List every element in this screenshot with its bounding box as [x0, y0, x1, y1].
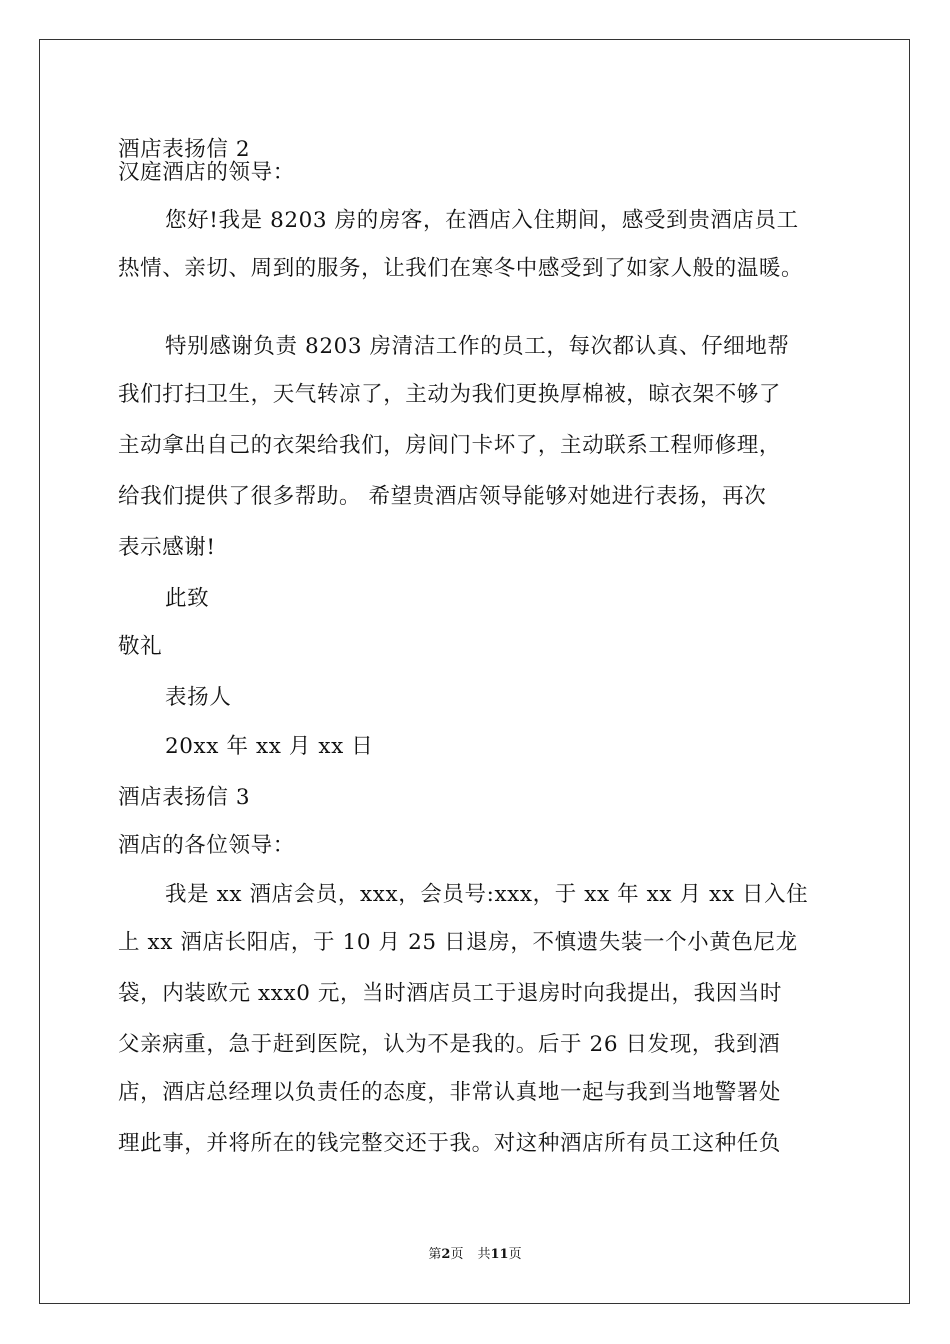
letter-3-paragraph-line-4: 父亲病重，急于赶到医院，认为不是我的。后于 26 日发现，我到酒	[118, 1032, 781, 1057]
page-footer	[0, 1247, 950, 1263]
letter-3-paragraph-line-2: 上 xx 酒店长阳店，于 10 月 25 日退房，不慎遗失装一个小黄色尼龙	[118, 930, 798, 955]
letter-2-paragraph-1-line-1: 您好!我是 8203 房的房客，在酒店入住期间，感受到贵酒店员工	[165, 208, 799, 233]
footer-total-prefix: 共	[477, 1247, 491, 1262]
footer-page-suffix: 页	[450, 1247, 464, 1262]
letter-2-paragraph-2-line-1: 特别感谢负责 8203 房清洁工作的员工，每次都认真、仔细地帮	[165, 334, 790, 359]
letter-3-salutation: 酒店的各位领导：	[118, 833, 295, 858]
letter-2-closing: 此致	[165, 586, 210, 611]
letter-2-paragraph-2-line-5: 表示感谢!	[118, 535, 216, 560]
letter-3-title: 酒店表扬信 3	[118, 785, 251, 810]
letter-2-paragraph-1-line-2: 热情、亲切、周到的服务，让我们在寒冬中感受到了如家人般的温暖。	[118, 256, 804, 281]
letter-2-signer: 表扬人	[165, 685, 232, 710]
footer-page-total: 11	[490, 1247, 509, 1262]
letter-3-paragraph-line-1: 我是 xx 酒店会员，xxx，会员号:xxx，于 xx 年 xx 月 xx 日入住	[165, 882, 809, 907]
letter-2-regards: 敬礼	[118, 634, 163, 659]
letter-2-paragraph-2-line-2: 我们打扫卫生，天气转凉了，主动为我们更换厚棉被，晾衣架不够了	[118, 382, 782, 407]
letter-2-date: 20xx 年 xx 月 xx 日	[165, 734, 374, 759]
letter-2-paragraph-2-line-4: 给我们提供了很多帮助。 希望贵酒店领导能够对她进行表扬，再次	[118, 484, 767, 509]
letter-2-salutation: 汉庭酒店的领导：	[118, 160, 295, 185]
footer-page-prefix: 第	[428, 1247, 442, 1262]
footer-total-suffix: 页	[508, 1247, 522, 1262]
letter-3-paragraph-line-6: 理此事，并将所在的钱完整交还于我。对这种酒店所有员工这种任负	[118, 1131, 782, 1156]
letter-2-paragraph-2-line-3: 主动拿出自己的衣架给我们，房间门卡坏了，主动联系工程师修理，	[118, 433, 782, 458]
footer-page-current: 2	[441, 1247, 451, 1262]
letter-2-title: 酒店表扬信 2	[118, 137, 251, 162]
letter-3-paragraph-line-3: 袋，内装欧元 xxx0 元，当时酒店员工于退房时向我提出，我因当时	[118, 981, 783, 1006]
letter-3-paragraph-line-5: 店，酒店总经理以负责任的态度，非常认真地一起与我到当地警署处	[118, 1080, 782, 1105]
